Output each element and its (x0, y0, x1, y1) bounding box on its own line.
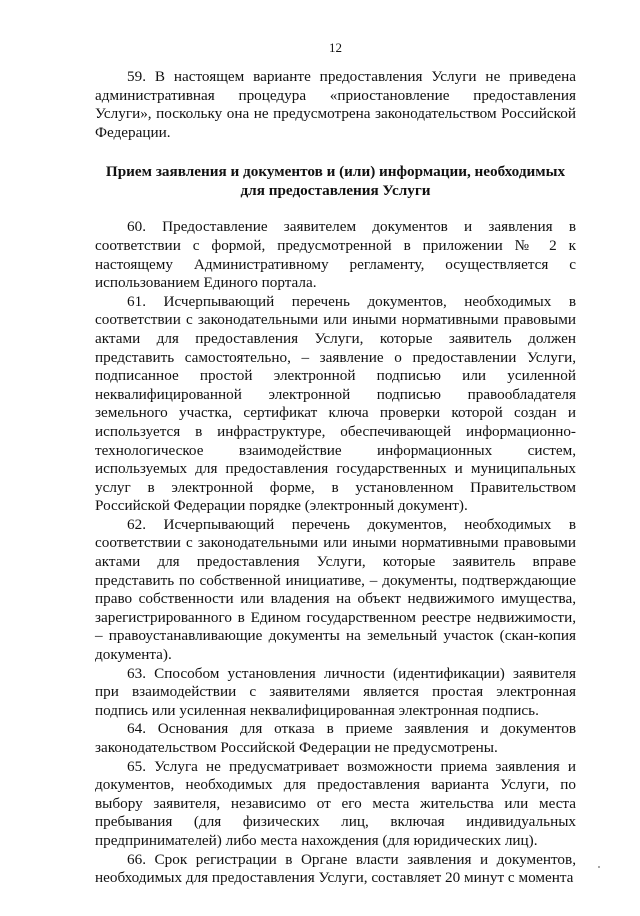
paragraph-59: 59. В настоящем варианте предоставления Услуги не приведена административная процедура «приостановление предоставления Услуги», поскольку она не предусмотрена законодательством Российской Федерации. (95, 68, 576, 141)
paragraph-63: 63. Способом установления личности (идентификации) заявителя при взаимодействии с заявителями является простая электронная подпись или усиленная неквалифицированная электронная подпись. (95, 664, 576, 719)
paragraph-66: 66. Срок регистрации в Органе власти заявления и документов, необходимых для предоставления Услуги, составляет 20 минут с момента (95, 850, 576, 887)
paragraph-62: 62. Исчерпывающий перечень документов, необходимых в соответствии с законодательными или иными нормативными правовыми актами для предоставления Услуги, которые заявитель вправе представить по собственной инициативе, – документы, подтверждающие право собственности или владения на объект недвижимого имущества, зарегистрированного в Едином государственном реестре недвижимости, – правоустанавливающие документы на земельный участок (скан-копия документа). (95, 515, 576, 664)
paragraphs-before (95, 68, 576, 142)
page-number: 12 (329, 40, 342, 55)
section-body (95, 218, 576, 887)
paragraph-64: 64. Основания для отказа в приеме заявления и документов законодательством Российской Федерации не предусмотрены. (95, 720, 576, 756)
paragraph-61: 61. Исчерпывающий перечень документов, необходимых в соответствии с законодательными или иными нормативными правовыми актами для предоставления Услуги, которые заявитель должен представить самостоятельно, – заявление о предоставлении Услуги, подписанное простой электронной подписью или усиленной неквалифицированной электронной подписью правообладателя земельного участка, сертификат ключа проверки которой создан и используется в инфраструктуре, обеспечивающей информационно-технологическое взаимодействие информационных систем, используемых для предоставления государственных и муниципальных услуг в электронной форме, в установленном Правительством Российской Федерации порядке (электронный документ). (95, 292, 576, 515)
scan-speck (598, 866, 600, 868)
paragraph-65: 65. Услуга не предусматривает возможности приема заявления и документов, необходимых для предоставления варианта Услуги, по выбору заявителя, независимо от его места жительства или места пребывания (для физических лиц, включая индивидуальных предпринимателей) либо места нахождения (для юридических лиц). (95, 757, 576, 849)
section-heading: Прием заявления и документов и (или) информации, необходимых для предоставления Услуги (105, 163, 566, 200)
paragraph-60: 60. Предоставление заявителем документов и заявления в соответствии с формой, предусмотренной в приложении № 2 к настоящему Административному регламенту, осуществляется с использованием Единого портала. (95, 218, 576, 292)
